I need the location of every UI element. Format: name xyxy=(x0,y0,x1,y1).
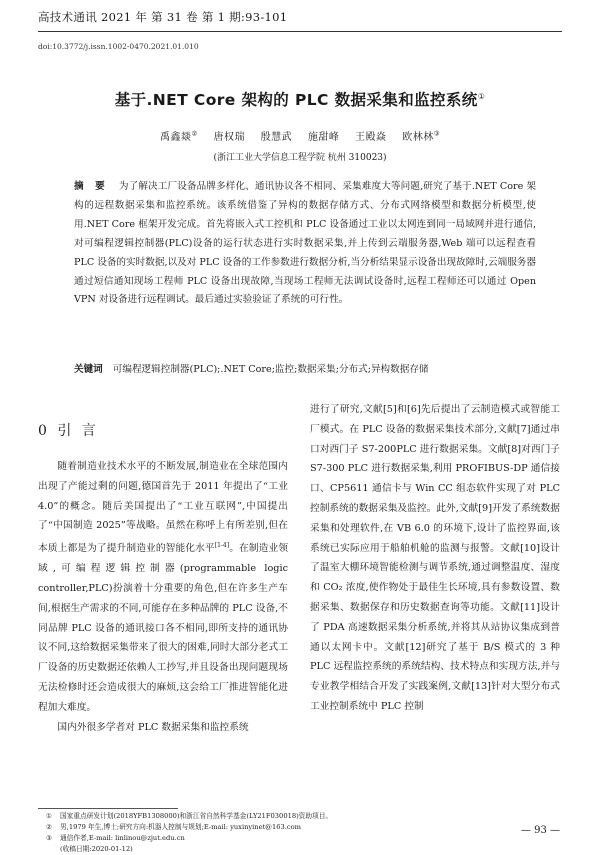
paragraph-text: 。在制造业领域,可编程逻辑控制器(programmable logic controller,PLC)扮演着十分重要的角色,但在许多生产车间,根据生产需求的不同,可能存在多种品牌的 PLC 设备,不同品牌 PLC 设备的通讯接口各不相同,即所支持的通讯协议不同,这给数据采集带来了很大的困难,同时大部分老式工厂设备的历史数据还依赖人工抄写,并且设备出现问题现场无法检修时还会造成很大的麻烦,这会给工厂推进智能化进程加大难度。 xyxy=(38,543,289,713)
author xyxy=(308,132,340,143)
journal-header: 高技术通讯 2021 年 第 31 卷 第 1 期:93-101 xyxy=(38,10,288,24)
author-mark: ② xyxy=(191,129,198,138)
author-list xyxy=(0,128,600,143)
footnote xyxy=(38,822,332,833)
right-column xyxy=(310,400,560,717)
author xyxy=(355,132,387,143)
abstract-text: 为了解决工厂设备品牌多样化、通讯协议各不相同、采集难度大等问题,研究了基于.NET Core 架构的远程数据采集和监控系统。该系统借鉴了异构的数据存储方式、分布式网络模型和数据分析模型,使用.NET Core 框架开发完成。首先将嵌入式工控机和 PLC 设备通过工业以太网连到同一局域网并进行通信,对可编程逻辑控制器(PLC)设备的运行状态进行实时数据采集,并上传到云端服务器,Web 端可以远程查看 PLC 设备的实时数据,以及对 PLC 设备的工作参数进行数据分析,当分析结果显示设备出现故障时,云端服务器通过短信通知现场工程师 PLC 设备出现故障,当现场工程师无法调试设备时,远程工程师还可以通过 Open VPN 对设备进行远程调试。最后通过实验验证了系统的可行性。 xyxy=(74,181,537,306)
paragraph-text: 随着制造业技术水平的不断发展,制造业在全球范围内出现了产能过剩的问题,德国首先于 2011 年提出了“工业 4.0”的概念。随后美国提出了“工业互联网”,中国提出了“中国制造 2025”等战略。虽然在称呼上有所差别,但在本质上都是为了提升制造业的智能化水平 xyxy=(38,461,288,555)
header-rule xyxy=(38,31,562,32)
author-name: 欧林林 xyxy=(402,132,434,143)
footnote-text: 通信作者,E-mail: linlinou@zjut.edu.cn xyxy=(60,834,185,842)
footnote xyxy=(38,833,332,844)
paragraph: 进行了研究,文献[5]和[6]先后提出了云制造模式或智能工厂模式。在 PLC 设备的数据采集技术部分,文献[7]通过串口对西门子 S7-200PLC 进行数据采集。文献[8]对西门子 S7-300 PLC 进行数据采集,利用 PROFIBUS-DP 通信接口、CP5611 通信卡与 Win CC 组态软件实现了对 PLC 控制系统的数据采集及监控。此外,文献[9]开发了系统数据采集和处理软件,在 VB 6.0 的环境下,设计了监控界面,该系统已实际应用于船舶机舱的监测与报警。文献[10]设计了温室大棚环境智能检测与调节系统,通过调整温度、湿度和 CO₂ 浓度,使作物处于最佳生长环境,具有参数设置、数据采集、数据保存和历史数据查询等功能。文献[11]设计了 PDA 高速数据采集分析系统,并将其从站协议集成到普通以太网卡中。文献[12]研究了基于 B/S 模式的 3 种 PLC 远程监控系统的系统结构、技术特点和实现方法,并与专业教学相结合开发了实践案例,文献[13]针对大型分布式工业控制系统中 PLC 控制 xyxy=(310,404,560,712)
author-mark: ③ xyxy=(433,129,441,138)
paper-title xyxy=(0,88,600,110)
author-name: 唐权瑞 xyxy=(213,132,245,143)
section-title: 0 引 言 xyxy=(38,423,99,439)
keywords-text: 可编程逻辑控制器(PLC);.NET Core;监控;数据采集;分布式;异构数据存储 xyxy=(112,364,429,375)
footnote-mark: ① xyxy=(46,812,52,820)
footnote-text: 男,1979 年生,博士;研究方向:机器人控制与规划;E-mail: yuxinyinet@163.com xyxy=(60,823,301,831)
author xyxy=(213,132,245,143)
affiliation: (浙江工业大学信息工程学院 杭州 310023) xyxy=(213,153,387,163)
keywords xyxy=(74,361,544,375)
footnotes xyxy=(38,811,332,855)
author-name: 施甜峰 xyxy=(307,132,340,143)
paragraph: 国内外很多学者对 PLC 数据采集和监控系统 xyxy=(57,721,249,733)
keywords-label: 关键词 xyxy=(74,364,103,375)
author xyxy=(261,132,293,143)
page-number: — 93 — xyxy=(520,825,560,836)
title-note: ① xyxy=(477,92,486,101)
footnote-text: (收稿日期:2020-01-12) xyxy=(60,845,133,853)
footnote-mark: ② xyxy=(46,823,52,831)
footnote-rule xyxy=(38,808,178,809)
author-name: 王殿焱 xyxy=(355,132,387,143)
citation: [1-4] xyxy=(214,542,230,550)
left-column xyxy=(38,457,288,737)
author xyxy=(402,129,441,143)
footnote-mark: ③ xyxy=(46,834,52,842)
doi: doi:10.3772/j.issn.1002-0470.2021.01.010 xyxy=(38,42,199,51)
footnote-text: 国家重点研发计划(2018YFB1308000)和浙江省自然科学基金(LY21F030018)资助项目。 xyxy=(60,812,333,820)
abstract xyxy=(74,178,536,310)
title-text: 基于.NET Core 架构的 PLC 数据采集和监控系统 xyxy=(114,91,478,109)
abstract-label: 摘 要 xyxy=(74,181,109,192)
author-name: 禹鑫燚 xyxy=(159,132,192,143)
author xyxy=(159,129,198,143)
footnote xyxy=(38,811,332,822)
author-name: 殷慧武 xyxy=(260,132,293,143)
paragraph xyxy=(38,457,288,718)
